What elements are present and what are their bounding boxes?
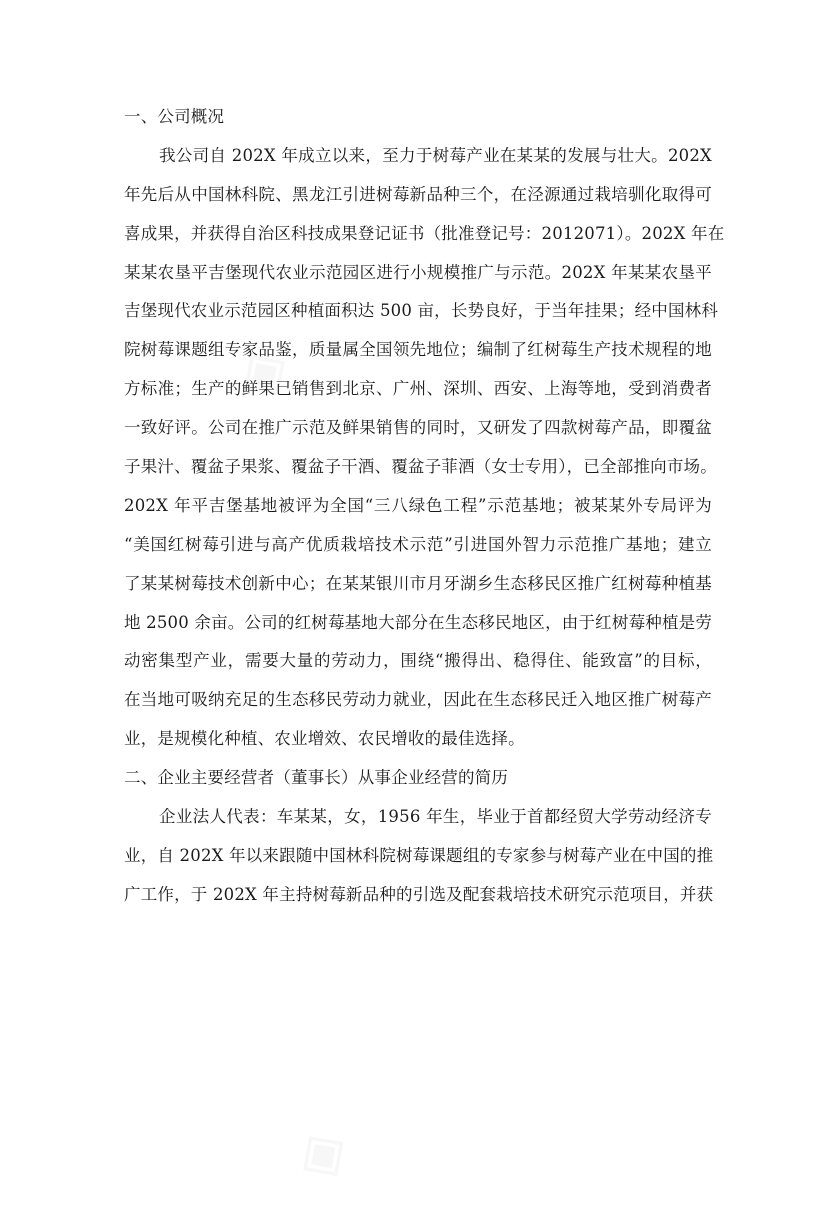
paragraph-line: 地 2500 余亩。公司的红树莓基地大部分在生态移民地区，由于红树莓种植是劳 xyxy=(124,612,713,632)
paragraph-line: 院树莓课题组专家品鉴，质量属全国领先地位；编制了红树莓生产技术规程的地 xyxy=(124,340,712,360)
watermark: ◈ xyxy=(279,1108,363,1198)
paragraph-line: 一致好评。公司在推广示范及鲜果销售的同时，又研发了四款树莓产品，即覆盆 xyxy=(124,418,712,438)
paragraph-line: 动密集型产业，需要大量的劳动力，围绕“搬得出、稳得住、能致富”的目标， xyxy=(124,651,712,671)
paragraph-line: 吉堡现代农业示范园区种植面积达 500 亩，长势良好，于当年挂果；经中国林科 xyxy=(124,301,719,321)
paragraph-line: 业，是规模化种植、农业增效、农民增收的最佳选择。 xyxy=(124,729,525,749)
paragraph-line: “美国红树莓引进与高产优质栽培技术示范”引进国外智力示范推广基地；建立 xyxy=(124,534,712,554)
paragraph-line: 我公司自 202X 年成立以来，至力于树莓产业在某某的发展与壮大。202X xyxy=(159,145,712,165)
paragraph-line: 企业法人代表：车某某，女，1956 年生，毕业于首都经贸大学劳动经济专 xyxy=(159,807,712,827)
section-heading: 一、公司概况 xyxy=(124,107,225,126)
section-heading: 二、企业主要经营者（董事长）从事企业经营的简历 xyxy=(124,768,509,788)
paragraph-line: 喜成果，并获得自治区科技成果登记证书（批准登记号：2012071）。202X 年在 xyxy=(124,223,725,243)
watermark: ◈ xyxy=(220,327,304,417)
paragraph-line: 业，自 202X 年以来跟随中国林科院树莓课题组的专家参与树莓产业在中国的推 xyxy=(124,845,714,865)
paragraph-line: 年先后从中国林科院、黑龙江引进树莓新品种三个，在泾源通过栽培驯化取得可 xyxy=(124,184,712,204)
document-body xyxy=(124,98,725,915)
paragraph-line: 了某某树莓技术创新中心；在某某银川市月牙湖乡生态移民区推广红树莓种植基 xyxy=(124,573,712,593)
paragraph-line: 广工作，于 202X 年主持树莓新品种的引选及配套栽培技术研究示范项目，并获 xyxy=(124,884,714,904)
paragraph-line: 方标准；生产的鲜果已销售到北京、广州、深圳、西安、上海等地，受到消费者 xyxy=(124,379,712,399)
paragraph-line: 在当地可吸纳充足的生态移民劳动力就业，因此在生态移民迁入地区推广树莓产 xyxy=(124,690,712,710)
paragraph-line: 某某农垦平吉堡现代农业示范园区进行小规模推广与示范。202X 年某某农垦平 xyxy=(124,262,712,282)
paragraph-line: 子果汁、覆盆子果浆、覆盆子干酒、覆盆子菲酒（女士专用），已全部推向市场。 xyxy=(124,457,717,477)
paragraph-line: 202X 年平吉堡基地被评为全国“三八绿色工程”示范基地；被某某外专局评为 xyxy=(124,495,712,515)
